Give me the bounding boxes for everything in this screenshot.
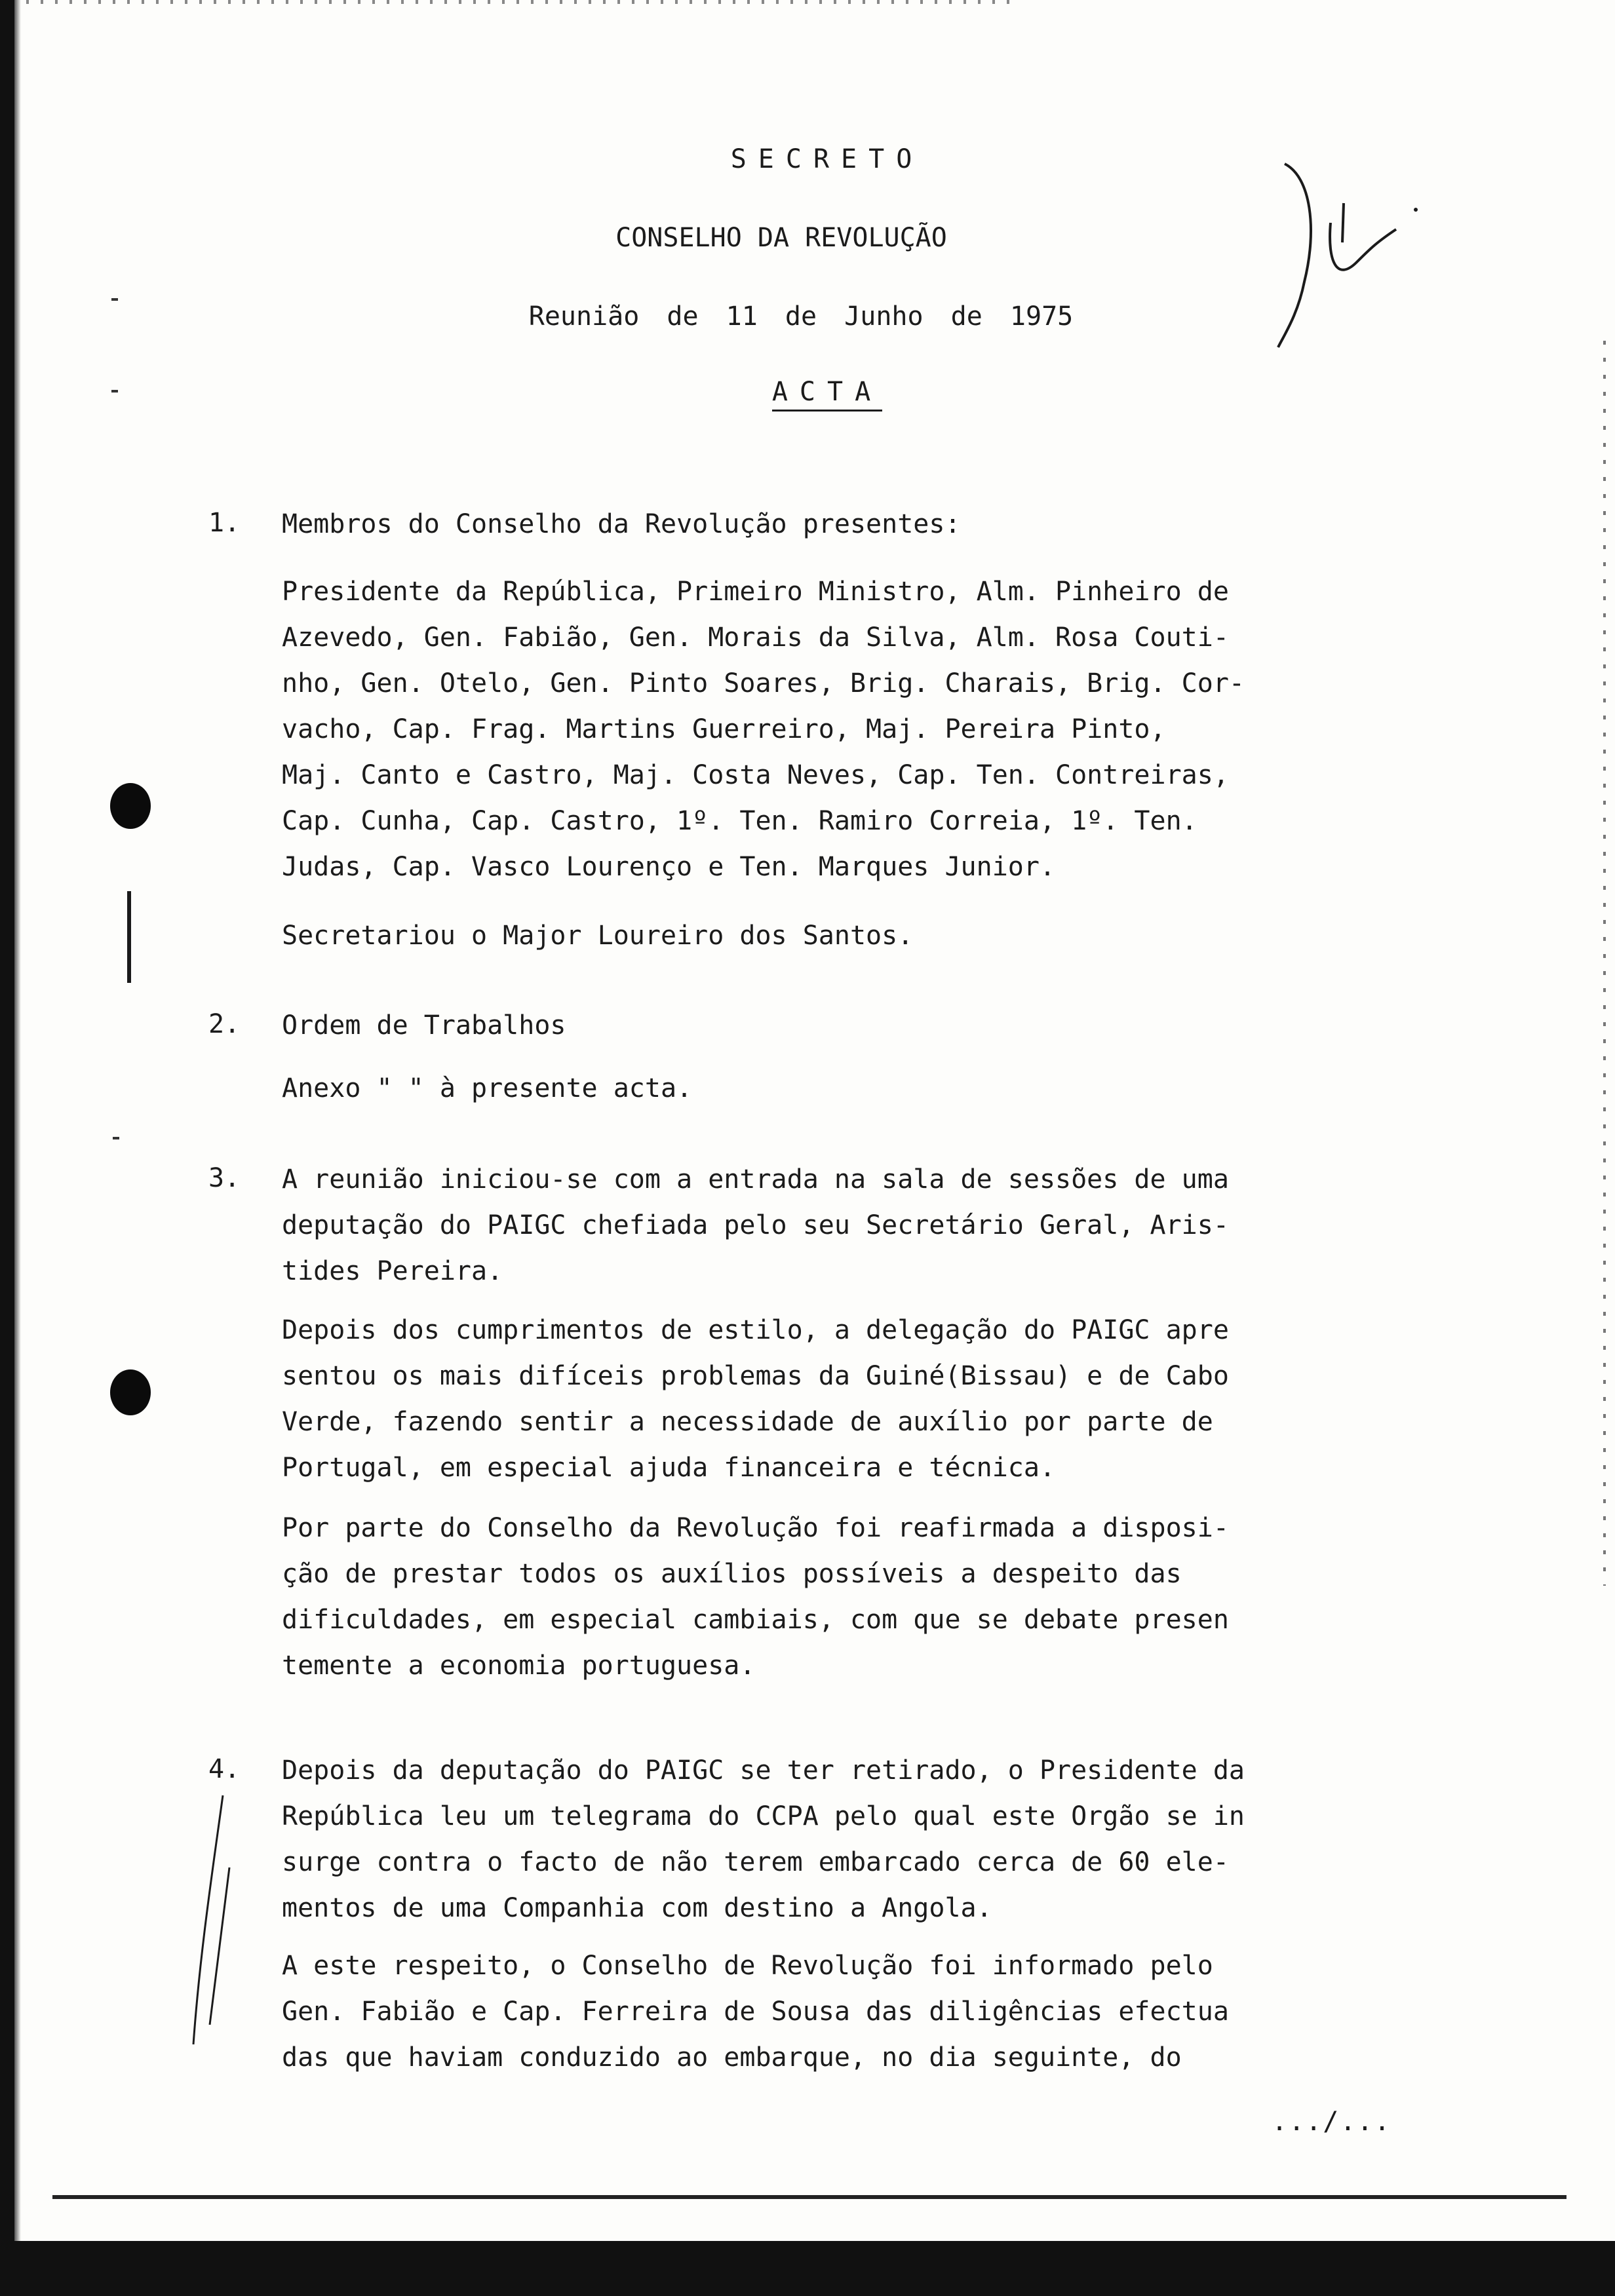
punch-hole-upper — [110, 783, 151, 829]
margin-tick — [111, 298, 118, 301]
paragraph-line: A reunião iniciou-se com a entrada na sala de sessões de uma — [282, 1164, 1229, 1195]
paragraph-line: tides Pereira. — [282, 1256, 503, 1286]
paragraph-line: Portugal, em especial ajuda financeira e técnica. — [282, 1453, 1056, 1483]
members-line: Presidente da República, Primeiro Ministro, Alm. Pinheiro de — [282, 577, 1229, 607]
margin-mark — [127, 891, 131, 983]
paragraph-line: das que haviam conduzido ao embarque, no dia seguinte, do — [282, 2042, 1182, 2073]
paragraph-line: Por parte do Conselho da Revolução foi reafirmada a disposi- — [282, 1513, 1229, 1543]
paragraph-line: deputação do PAIGC chefiada pelo seu Secretário Geral, Aris- — [282, 1210, 1229, 1240]
section-number: 3. — [208, 1163, 241, 1193]
secretary-line: Secretariou o Major Loureiro dos Santos. — [282, 921, 914, 951]
continuation-mark: .../... — [1272, 2107, 1391, 2137]
paragraph-line: mentos de uma Companhia com destino a Angola. — [282, 1893, 992, 1923]
paragraph-line: Verde, fazendo sentir a necessidade de auxílio por parte de — [282, 1407, 1213, 1437]
scan-edge-bottom — [0, 2241, 1615, 2296]
section-4-paragraph-1 — [282, 1748, 1396, 1931]
scan-edge-right-noise — [1603, 341, 1606, 1586]
section-2-title — [282, 1003, 1396, 1048]
members-line: vacho, Cap. Frag. Martins Guerreiro, Maj. Pereira Pinto, — [282, 714, 1166, 744]
section-3-paragraph-2 — [282, 1307, 1396, 1491]
members-line: Azevedo, Gen. Fabião, Gen. Morais da Silva, Alm. Rosa Couti- — [282, 622, 1229, 653]
council-heading: CONSELHO DA REVOLUÇÃO — [615, 223, 947, 253]
scan-edge-top-noise — [26, 0, 1009, 4]
document-type-label: ACTA — [772, 377, 882, 411]
paragraph-line: sentou os mais difíceis problemas da Guiné(Bissau) e de Cabo — [282, 1361, 1229, 1391]
section-number: 2. — [208, 1009, 241, 1039]
section-4-paragraph-2 — [282, 1943, 1396, 2080]
section-title: Ordem de Trabalhos — [282, 1010, 566, 1041]
annex-line: Anexo " " à presente acta. — [282, 1073, 693, 1103]
members-line: Maj. Canto e Castro, Maj. Costa Neves, Cap. Ten. Contreiras, — [282, 760, 1229, 790]
paragraph-line: República leu um telegrama do CCPA pelo qual este Orgão se in — [282, 1801, 1245, 1831]
section-1-title — [282, 501, 1396, 547]
classification-heading: SECRETO — [730, 144, 924, 174]
scan-edge-left — [0, 0, 14, 2296]
margin-tick — [113, 1137, 119, 1139]
section-1-members — [282, 569, 1396, 890]
meeting-date-heading: Reunião de 11 de Junho de 1975 — [528, 301, 1074, 332]
section-number: 4. — [208, 1754, 241, 1784]
document-type-heading — [20, 377, 1615, 407]
paragraph-line: ção de prestar todos os auxílios possíveis a despeito das — [282, 1559, 1182, 1589]
handwritten-initials — [1265, 151, 1422, 360]
section-3-paragraph-1 — [282, 1157, 1396, 1294]
punch-hole-lower — [110, 1369, 151, 1415]
paragraph-line: A este respeito, o Conselho de Revolução foi informado pelo — [282, 1951, 1213, 1981]
section-1-secretary — [282, 913, 1396, 959]
handwritten-margin-mark — [187, 1789, 233, 2051]
members-line: nho, Gen. Otelo, Gen. Pinto Soares, Brig. Charais, Brig. Cor- — [282, 668, 1245, 698]
scan-edge-shadow — [14, 0, 21, 2296]
paragraph-line: Depois dos cumprimentos de estilo, a delegação do PAIGC apre — [282, 1315, 1229, 1345]
section-number: 1. — [208, 508, 241, 538]
paragraph-line: Depois da deputação do PAIGC se ter retirado, o Presidente da — [282, 1755, 1245, 1786]
paragraph-line: surge contra o facto de não terem embarcado cerca de 60 ele- — [282, 1847, 1229, 1877]
scan-bottom-line — [52, 2195, 1566, 2199]
members-line: Cap. Cunha, Cap. Castro, 1º. Ten. Ramiro Correia, 1º. Ten. — [282, 806, 1197, 836]
paragraph-line: dificuldades, em especial cambiais, com que se debate presen — [282, 1605, 1229, 1635]
members-line: Judas, Cap. Vasco Lourenço e Ten. Marques Junior. — [282, 852, 1056, 882]
section-3-paragraph-3 — [282, 1505, 1396, 1689]
section-2-annex — [282, 1065, 1396, 1111]
paragraph-line: temente a economia portuguesa. — [282, 1651, 756, 1681]
section-title: Membros do Conselho da Revolução presentes: — [282, 509, 961, 539]
paragraph-line: Gen. Fabião e Cap. Ferreira de Sousa das diligências efectua — [282, 1997, 1229, 2027]
